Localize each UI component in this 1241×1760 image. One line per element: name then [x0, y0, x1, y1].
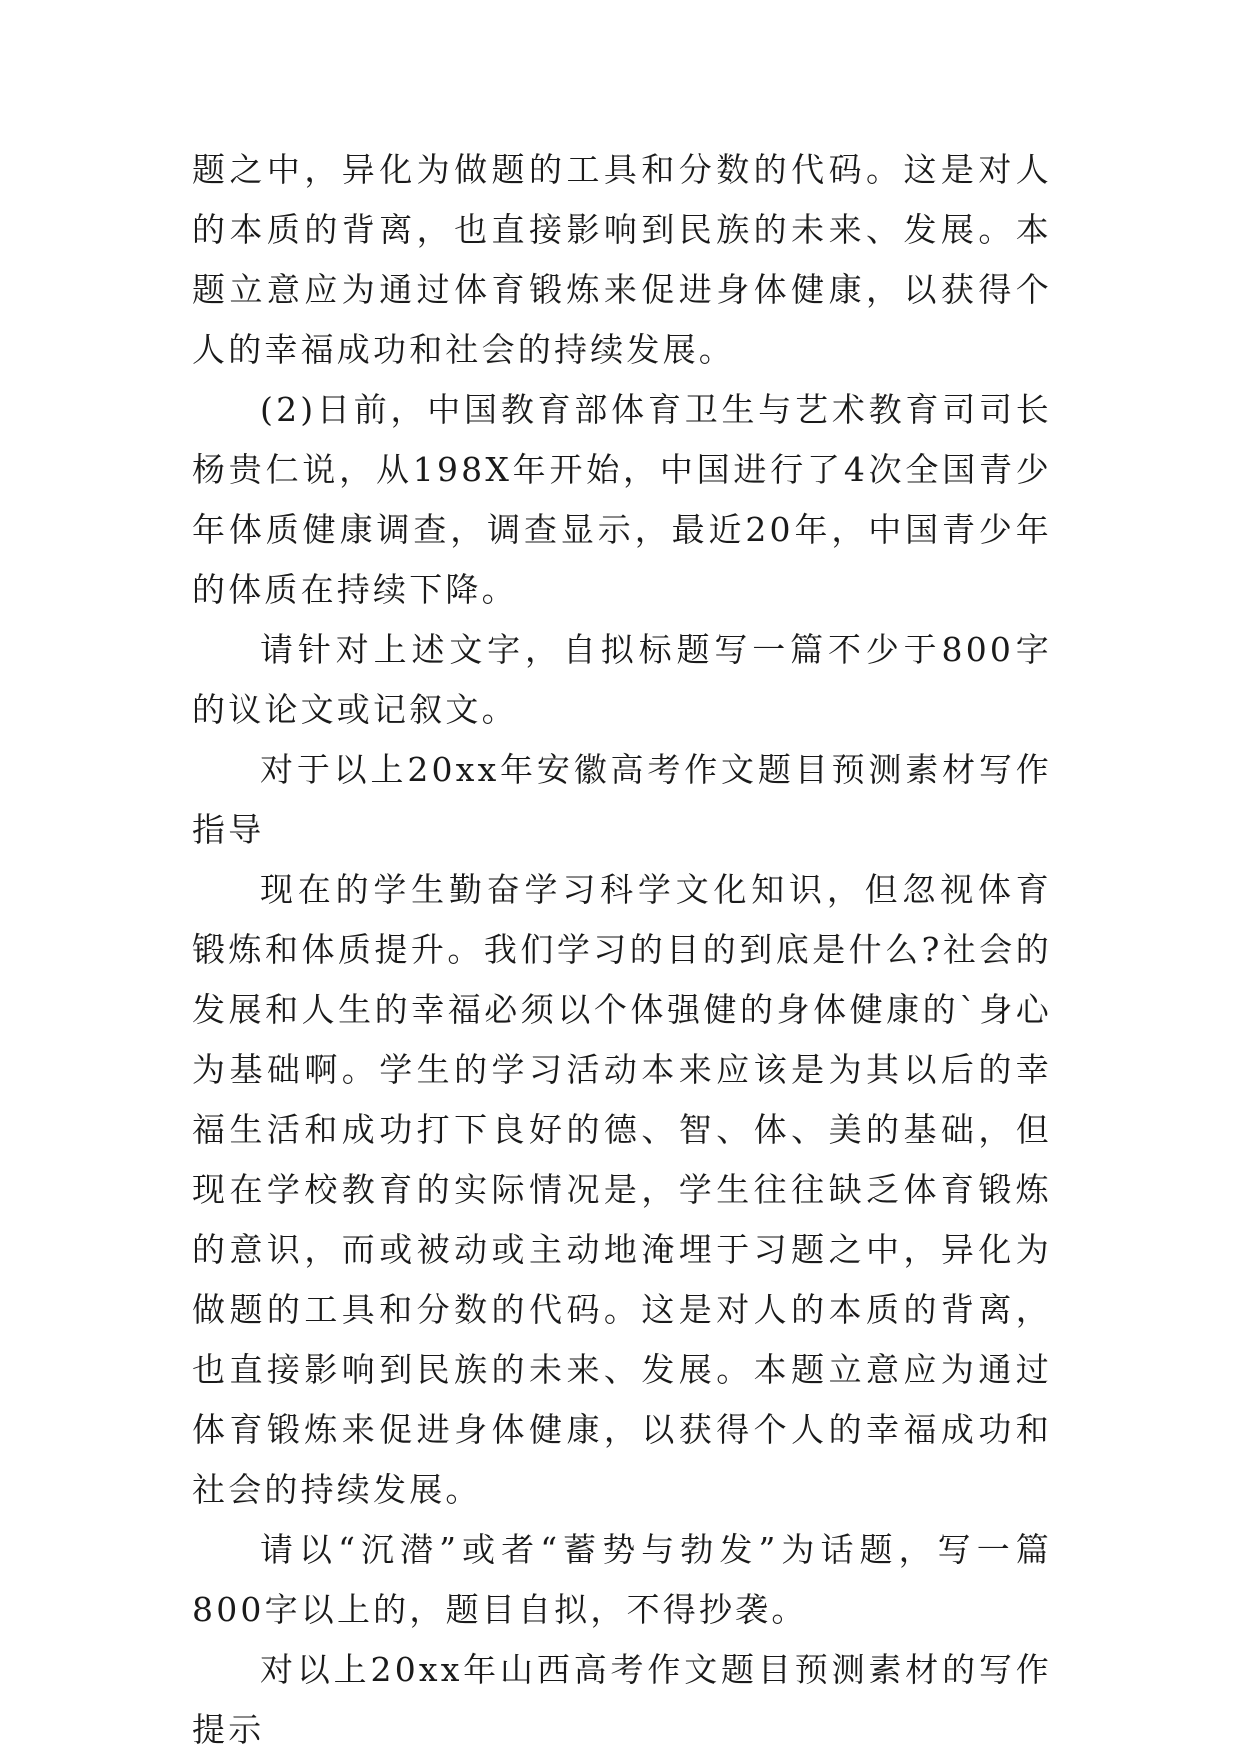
- paragraph-guidance-heading: 对于以上20xx年安徽高考作文题目预测素材写作指导: [192, 750, 1052, 849]
- paragraph-guidance-body: 现在的学生勤奋学习科学文化知识，但忽视体育锻炼和体质提升。我们学习的目的到底是什么?社会的发展和人生的幸福必须以个体强健的身体健康的`身心为基础啊。学生的学习活动本来应该是为其以后的幸福生活和成功打下良好的德、智、体、美的基础，但现在学校教育的实际情况是，学生往往缺乏体育锻炼的意识，而或被动或主动地淹埋于习题之中，异化为做题的工具和分数的代码。这是对人的本质的背离，也直接影响到民族的未来、发展。本题立意应为通过体育锻炼来促进身体健康，以获得个人的幸福成功和社会的持续发展。: [192, 870, 1052, 1509]
- paragraph-continuation: 题之中，异化为做题的工具和分数的代码。这是对人的本质的背离，也直接影响到民族的未来、发展。本题立意应为通过体育锻炼来促进身体健康，以获得个人的幸福成功和社会的持续发展。: [192, 150, 1052, 369]
- paragraph-topic-prompt: 请以“沉潜”或者“蓄势与勃发”为话题，写一篇800字以上的，题目自拟，不得抄袭。: [192, 1530, 1052, 1629]
- paragraph-material-2: (2)日前，中国教育部体育卫生与艺术教育司司长杨贵仁说，从198X年开始，中国进行了4次全国青少年体质健康调查，调查显示，最近20年，中国青少年的体质在持续下降。: [192, 390, 1052, 609]
- paragraph-writing-prompt: 请针对上述文字，自拟标题写一篇不少于800字的议论文或记叙文。: [192, 630, 1052, 729]
- document-body: [192, 140, 1052, 1760]
- paragraph-hint-heading: 对以上20xx年山西高考作文题目预测素材的写作提示: [192, 1650, 1052, 1749]
